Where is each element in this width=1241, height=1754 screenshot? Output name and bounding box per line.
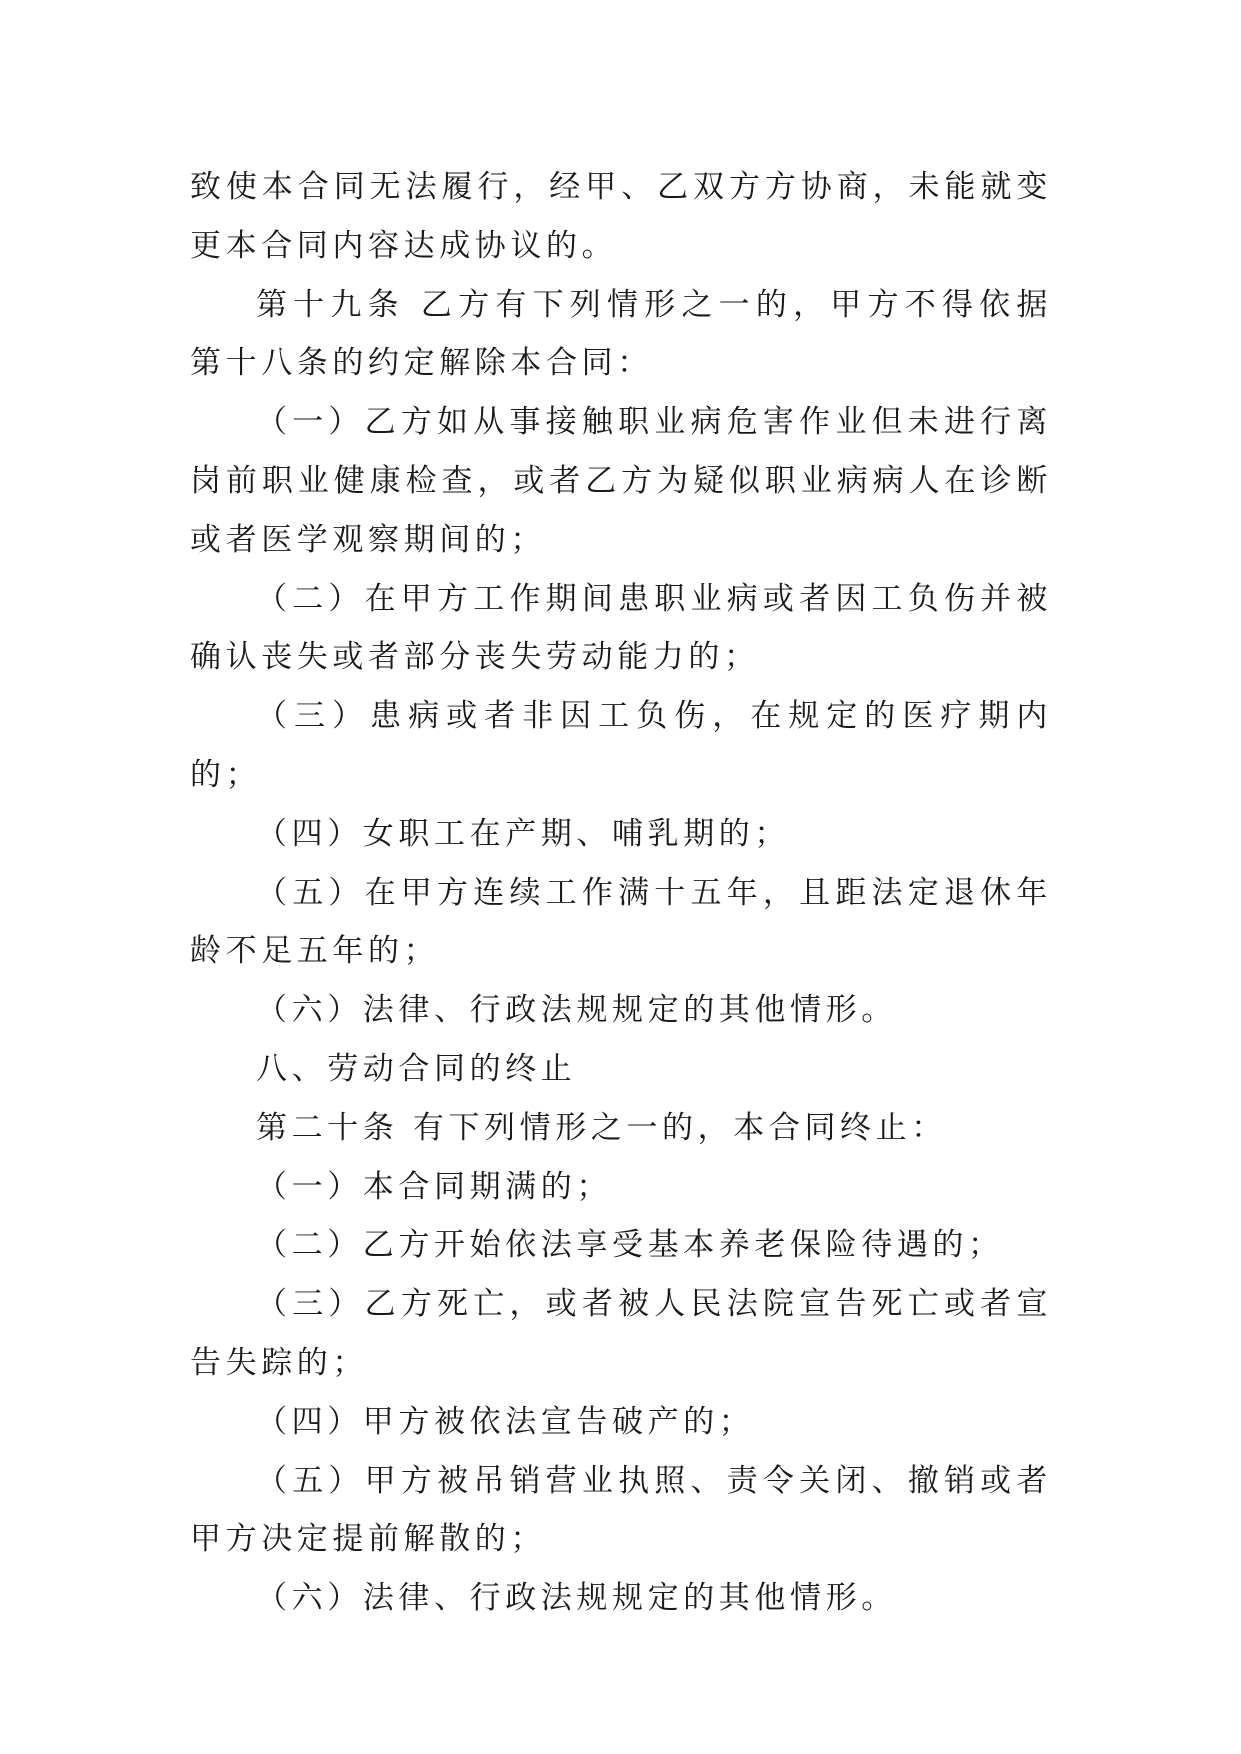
article-20-item-2: （二）乙方开始依法享受基本养老保险待遇的； <box>256 1227 1004 1264</box>
article-20-item-6: （六）法律、行政法规规定的其他情形。 <box>256 1580 897 1617</box>
article-19-item-3: （三）患病或者非因工负伤，在规定的医疗期内的； <box>190 698 1052 793</box>
article-19-item-4: （四）女职工在产期、哺乳期的； <box>256 815 790 852</box>
article-20-item-1: （一）本合同期满的； <box>256 1168 612 1205</box>
paragraph-continuation: 致使本合同无法履行，经甲、乙双方方协商，未能就变更本合同内容达成协议的。 <box>190 169 1052 264</box>
article-20-item-5: （五）甲方被吊销营业执照、责令关闭、撤销或者甲方决定提前解散的； <box>190 1462 1052 1558</box>
article-19-heading: 第十九条 乙方有下列情形之一的，甲方不得依据第十八条的约定解除本合同： <box>190 286 1052 382</box>
section-8-heading: 八、劳动合同的终止 <box>256 1050 577 1087</box>
article-19-item-2: （二）在甲方工作期间患职业病或者因工负伤并被确认丧失或者部分丧失劳动能力的； <box>190 580 1052 676</box>
article-20-item-4: （四）甲方被依法宣告破产的； <box>256 1403 755 1440</box>
article-19-item-1: （一）乙方如从事接触职业病危害作业但未进行离岗前职业健康检查，或者乙方为疑似职业病病人在诊断或者医学观察期间的； <box>190 404 1052 558</box>
article-19-item-6: （六）法律、行政法规规定的其他情形。 <box>256 992 897 1029</box>
article-20-heading: 第二十条 有下列情形之一的，本合同终止： <box>256 1109 947 1146</box>
article-20-item-3: （三）乙方死亡，或者被人民法院宣告死亡或者宣告失踪的； <box>190 1286 1052 1381</box>
article-19-item-5: （五）在甲方连续工作满十五年，且距法定退休年龄不足五年的； <box>190 874 1052 970</box>
document-body <box>190 158 1052 1628</box>
